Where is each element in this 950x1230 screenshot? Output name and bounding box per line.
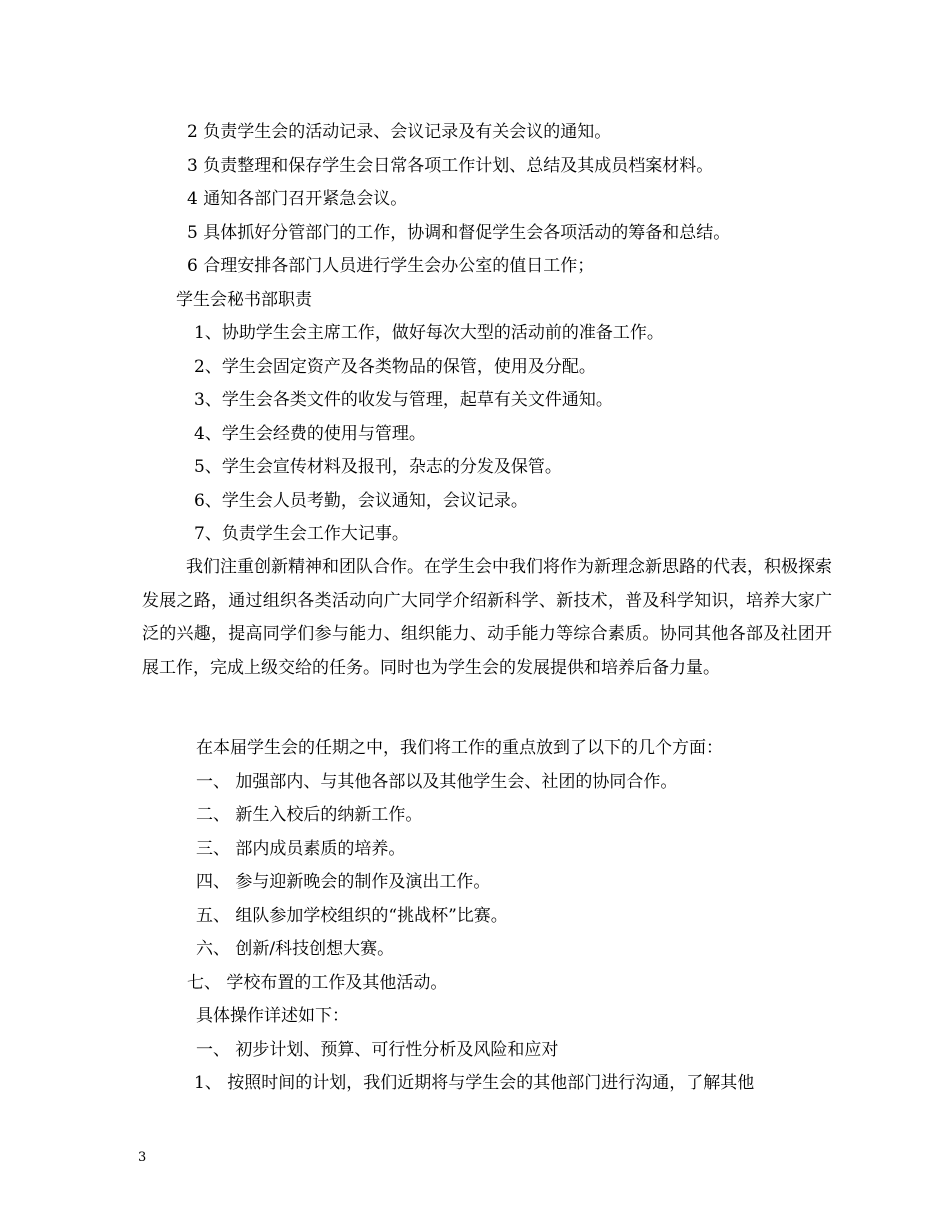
- focus-item: 六、 创新/科技创想大赛。: [196, 939, 395, 959]
- secretary-item: 7、负责学生会工作大记事。: [194, 524, 409, 544]
- duty-item: 3 负责整理和保存学生会日常各项工作计划、总结及其成员档案材料。: [187, 156, 714, 176]
- focus-item: 一、 加强部内、与其他各部以及其他学生会、社团的协同合作。: [196, 772, 678, 792]
- intro-paragraph: 我们注重创新精神和团队合作。在学生会中我们将作为新理念新思路的代表，积极探索发展之路，通过组织各类活动向广大同学介绍新科学、新技术，普及科学知识，培养大家广泛的兴趣，提高同学们参与能力、组织能力、动手能力等综合素质。协同其他各部及社团开展工作，完成上级交给的任务。同时也为学生会的发展提供和培养后备力量。: [142, 557, 832, 678]
- focus-item: 三、 部内成员素质的培养。: [196, 839, 406, 859]
- section-heading: 学生会秘书部职责: [176, 290, 312, 310]
- focus-item: 七、 学校布置的工作及其他活动。: [187, 973, 448, 993]
- focus-intro: 在本届学生会的任期之中，我们将工作的重点放到了以下的几个方面：: [196, 738, 723, 758]
- secretary-item: 4、学生会经费的使用与管理。: [194, 424, 426, 444]
- secretary-item: 3、学生会各类文件的收发与管理，起草有关文件通知。: [194, 390, 613, 410]
- duty-item: 4 通知各部门召开紧急会议。: [187, 189, 408, 209]
- focus-item: 五、 组队参加学校组织的“挑战杯”比赛。: [196, 906, 508, 926]
- focus-item: 二、 新生入校后的纳新工作。: [196, 805, 423, 825]
- focus-item: 四、 参与迎新晚会的制作及演出工作。: [196, 872, 491, 892]
- secretary-item: 2、学生会固定资产及各类物品的保管，使用及分配。: [194, 357, 596, 377]
- secretary-item: 1、协助学生会主席工作，做好每次大型的活动前的准备工作。: [194, 323, 664, 343]
- plan-item: 1、 按照时间的计划，我们近期将与学生会的其他部门进行沟通，了解其他: [194, 1073, 755, 1093]
- secretary-item: 6、学生会人员考勤，会议通知，会议记录。: [194, 491, 528, 511]
- page-number: 3: [138, 1150, 147, 1165]
- duty-item: 5 具体抓好分管部门的工作，协调和督促学生会各项活动的筹备和总结。: [187, 223, 731, 243]
- plan-heading: 一、 初步计划、预算、可行性分析及风险和应对: [196, 1040, 559, 1060]
- duty-item: 6 合理安排各部门人员进行学生会办公室的值日工作；: [187, 256, 595, 276]
- duty-item: 2 负责学生会的活动记录、会议记录及有关会议的通知。: [187, 122, 612, 142]
- secretary-item: 5、学生会宣传材料及报刊，杂志的分发及保管。: [194, 457, 562, 477]
- details-intro: 具体操作详述如下：: [196, 1006, 349, 1026]
